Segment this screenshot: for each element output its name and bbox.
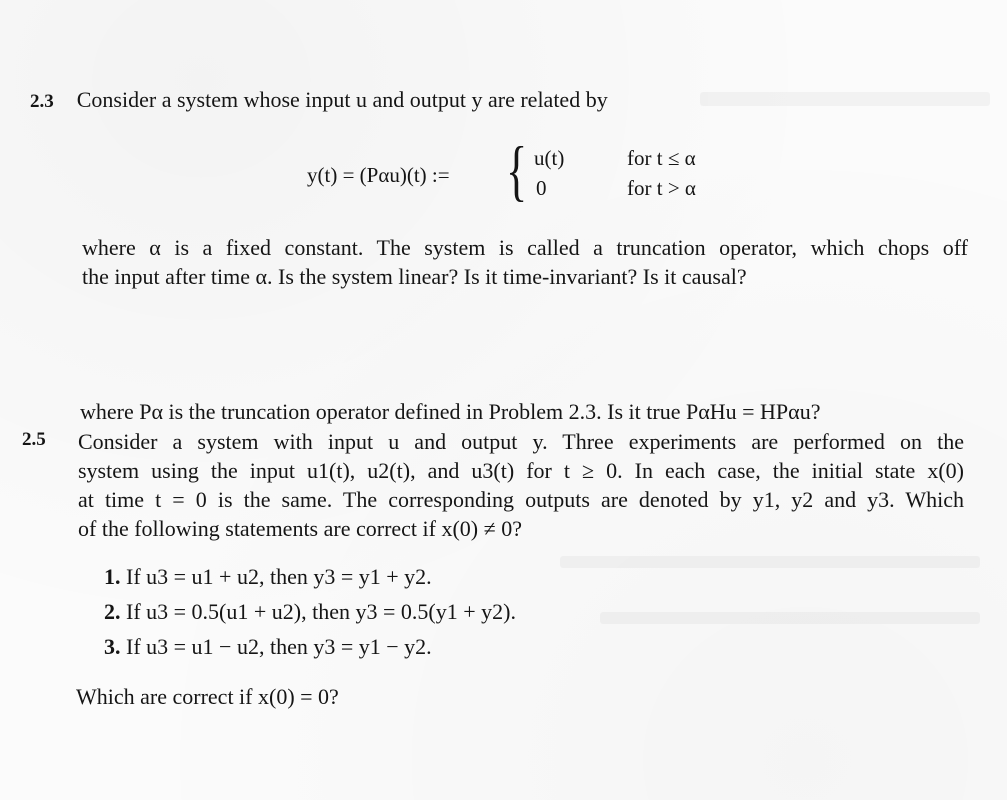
- case1-value: u(t): [534, 146, 565, 170]
- case2-value: 0: [536, 176, 547, 200]
- item-label: 1.: [104, 564, 121, 589]
- item-label: 3.: [104, 634, 121, 659]
- item-label: 2.: [104, 599, 121, 624]
- case2-condition: for t > α: [627, 176, 696, 200]
- problem-2-3-line-2: the input after time α. Is the system linear? Is it time-invariant? Is it causal?: [82, 264, 747, 289]
- item-text: If u3 = 0.5(u1 + u2), then y3 = 0.5(y1 + y2).: [126, 599, 516, 624]
- scan-artifact: [600, 612, 980, 624]
- final-question: Which are correct if x(0) = 0?: [76, 684, 339, 709]
- item-text: If u3 = u1 − u2, then y3 = y1 − y2.: [126, 634, 432, 659]
- problem-2-5-line-1: Consider a system with input u and output y. Three experiments are performed on the: [78, 429, 964, 454]
- problem-number: 2.3: [30, 91, 54, 112]
- problem-2-5-line-2: system using the input u1(t), u2(t), and u3(t) for t ≥ 0. In each case, the initial state x(0): [78, 458, 964, 483]
- list-item: [104, 633, 432, 661]
- scan-artifact: [560, 556, 980, 568]
- problem-2-3-header: [30, 86, 608, 116]
- problem-intro: Consider a system whose input u and output y are related by: [76, 87, 608, 112]
- case1-condition: for t ≤ α: [627, 146, 696, 170]
- problem-2-5-line-3: at time t = 0 is the same. The corresponding outputs are denoted by y1, y2 and y3. Which: [78, 487, 964, 512]
- problem-number: 2.5: [22, 429, 46, 450]
- fragment-line: where Pα is the truncation operator defined in Problem 2.3. Is it true PαHu = HPαu?: [80, 399, 821, 424]
- list-item: [104, 598, 516, 626]
- item-text: If u3 = u1 + u2, then y3 = y1 + y2.: [126, 564, 432, 589]
- list-item: [104, 563, 432, 591]
- problem-2-3-line-1: where α is a fixed constant. The system is called a truncation operator, which chops off: [82, 235, 968, 260]
- scan-artifact: [700, 92, 990, 106]
- equation-lhs: y(t) = (Pαu)(t) :=: [307, 163, 450, 187]
- problem-2-5-line-4: of the following statements are correct if x(0) ≠ 0?: [78, 516, 522, 541]
- left-brace: {: [506, 132, 528, 208]
